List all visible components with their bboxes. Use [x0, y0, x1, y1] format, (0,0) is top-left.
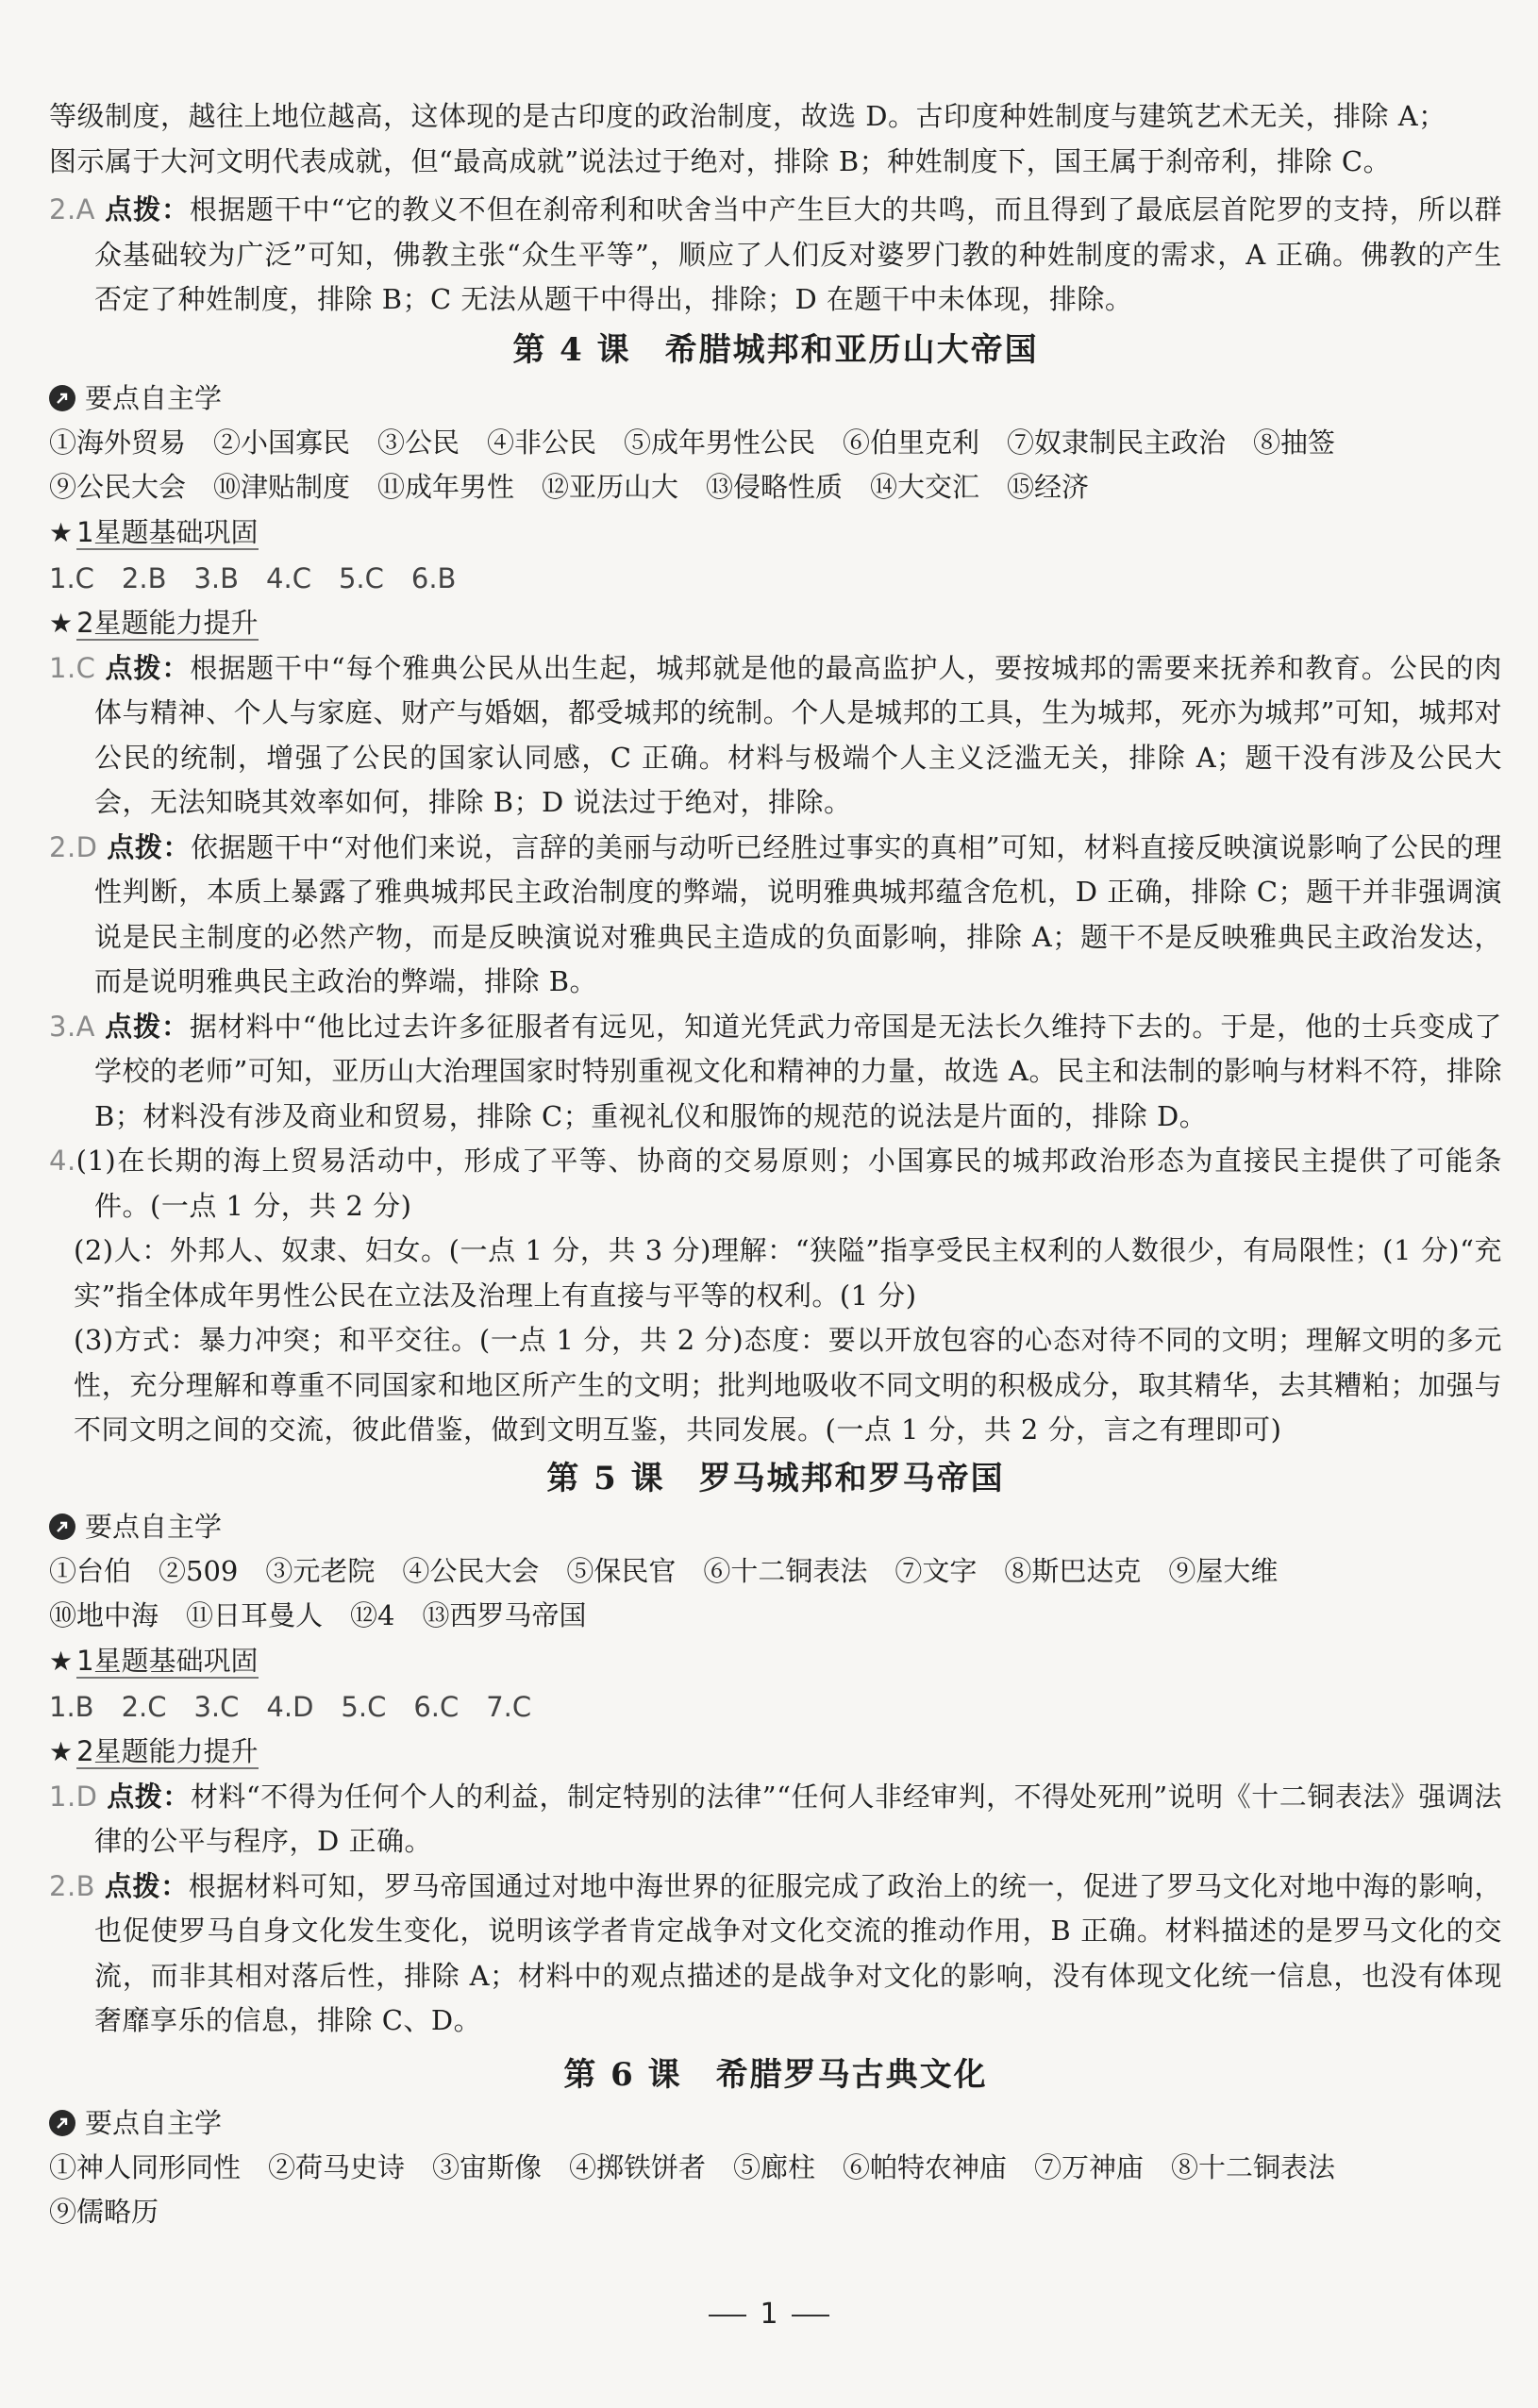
- keypoints-heading-label: 要点自主学: [85, 381, 223, 414]
- lesson-6-title: 第 6 课 希腊罗马古典文化: [563, 2055, 988, 2094]
- answer-text: (1)在长期的海上贸易活动中，形成了平等、协商的交易原则；小国寡民的城邦政治形态为直接民主提供了可能条件。(一点 1 分，共 2 分): [75, 1145, 1502, 1222]
- question-3-answer: [49, 1005, 1502, 1140]
- footer-dash: [709, 2315, 746, 2316]
- keypoints-heading: [49, 2100, 1502, 2146]
- keypoints-line: ⑨公民大会 ⑩津贴制度 ⑪成年男性 ⑫亚历山大 ⑬侵略性质 ⑭大交汇 ⑮经济: [49, 471, 1090, 503]
- arrow-icon: [49, 1513, 75, 1540]
- star1-heading: [49, 1639, 1502, 1684]
- footer-dash: [792, 2315, 829, 2316]
- page-number: 1: [760, 2298, 778, 2331]
- star1-answers: 1.C 2.B 3.B 4.C 5.C 6.B: [49, 561, 457, 594]
- keypoints-line: ①神人同形同性 ②荷马史诗 ③宙斯像 ④掷铁饼者 ⑤廊柱 ⑥帕特农神庙 ⑦万神庙 ⑧十二铜表法: [49, 2150, 1336, 2183]
- star1-heading-label: 1星题基础巩固: [76, 515, 259, 548]
- hint-label: 点拨：: [104, 1869, 189, 1902]
- page-content: [49, 94, 1502, 2235]
- hint-label: 点拨：: [105, 193, 190, 226]
- answer-text: 根据题干中“它的教义不但在刹帝利和吠舍当中产生巨大的共鸣，而且得到了最底层首陀罗的支持，所以群众基础较为广泛”可知，佛教主张“众生平等”，顺应了人们反对婆罗门教的种姓制度的需求，A 正确。佛教的产生否定了种姓制度，排除 B；C 无法从题干中得出，排除；D 在题干中未体现，排除。: [94, 193, 1503, 315]
- question-4-part-3: (3)方式：暴力冲突；和平交往。(一点 1 分，共 2 分)态度：要以开放包容的心态对待不同的文明；理解文明的多元性，充分理解和尊重不同国家和地区所产生的文明；批判地吸收不同文明的积极成分，取其精华，去其糟粕；加强与不同文明之间的交流，彼此借鉴，做到文明互鉴，共同发展。(一点 1 分，共 2 分，言之有理即可): [74, 1324, 1502, 1446]
- question-1-answer: [49, 1775, 1502, 1865]
- star1-heading-label: 1星题基础巩固: [76, 1644, 259, 1677]
- arrow-icon: [49, 385, 75, 411]
- keypoints-heading: [49, 376, 1502, 421]
- lesson-4-title: 第 4 课 希腊城邦和亚历山大帝国: [512, 330, 1039, 369]
- star-icon: ★: [49, 1735, 74, 1767]
- answer-text: 根据题干中“每个雅典公民从出生起，城邦就是他的最高监护人，要按城邦的需要来抚养和教育。公民的肉体与精神、个人与家庭、财产与婚姻，都受城邦的统制。个人是城邦的工具，生为城邦，死亦为城邦”可知，城邦对公民的统制，增强了公民的国家认同感，C 正确。材料与极端个人主义泛滥无关，排除 A；题干没有涉及公民大会，无法知晓其效率如何，排除 B；D 说法过于绝对，排除。: [94, 651, 1502, 818]
- arrow-icon: [49, 2110, 75, 2136]
- answer-text: 据材料中“他比过去许多征服者有远见，知道光凭武力帝国是无法长久维持下去的。于是，他的士兵变成了学校的老师”可知，亚历山大治理国家时特别重视文化和精神的力量，故选 A。民主和法制的影响与材料不符，排除 B；材料没有涉及商业和贸易，排除 C；重视礼仪和服饰的规范的说法是片面的，排除 D。: [94, 1010, 1503, 1132]
- star-icon: ★: [49, 516, 74, 548]
- page-footer: [0, 2298, 1538, 2331]
- star1-answers: 1.B 2.C 3.C 4.D 5.C 6.C 7.C: [49, 1690, 532, 1723]
- keypoints-heading: [49, 1504, 1502, 1549]
- hint-label: 点拨：: [107, 830, 191, 863]
- answer-text: 材料“不得为任何个人的利益，制定特别的法律”“任何人非经审判，不得处死刑”说明《十二铜表法》强调法律的公平与程序，D 正确。: [94, 1780, 1502, 1857]
- keypoints-line: ①海外贸易 ②小国寡民 ③公民 ④非公民 ⑤成年男性公民 ⑥伯里克利 ⑦奴隶制民主政治 ⑧抽签: [49, 426, 1336, 459]
- keypoints-line: ⑨儒略历: [49, 2196, 159, 2228]
- answer-text: 依据题干中“对他们来说，言辞的美丽与动听已经胜过事实的真相”可知，材料直接反映演说影响了公民的理性判断，本质上暴露了雅典城邦民主政治制度的弊端，说明雅典城邦蕴含危机，D 正确，排除 C；题干并非强调演说是民主制度的必然产物，而是反映演说对雅典民主造成的负面影响，排除 A；题干不是反映雅典民主政治发达，而是说明雅典民主政治的弊端，排除 B。: [94, 830, 1502, 997]
- question-number: 4.: [49, 1145, 76, 1177]
- question-4-part-1: [49, 1139, 1502, 1229]
- keypoints-heading-label: 要点自主学: [85, 1510, 223, 1543]
- question-2-answer: [49, 188, 1502, 323]
- question-number: 1.D: [49, 1780, 98, 1813]
- question-number: 2.B: [49, 1869, 96, 1902]
- continuation-line-2: 图示属于大河文明代表成就，但“最高成就”说法过于绝对，排除 B；种姓制度下，国王属于刹帝利，排除 C。: [49, 144, 1392, 177]
- question-number: 3.A: [49, 1010, 96, 1043]
- continuation-line-1: 等级制度，越往上地位越高，这体现的是古印度的政治制度，故选 D。古印度种姓制度与建筑艺术无关，排除 A；: [49, 100, 1446, 132]
- answer-text: 根据材料可知，罗马帝国通过对地中海世界的征服完成了政治上的统一，促进了罗马文化对地中海的影响，也促使罗马自身文化发生变化，说明该学者肯定战争对文化交流的推动作用，B 正确。材料描述的是罗马文化的交流，而非其相对落后性，排除 A；材料中的观点描述的是战争对文化的影响，没有体现文化统一信息，也没有体现奢靡享乐的信息，排除 C、D。: [94, 1869, 1502, 2036]
- keypoints-line: ⑩地中海 ⑪日耳曼人 ⑫4 ⑬西罗马帝国: [49, 1599, 587, 1631]
- question-1-answer: [49, 646, 1502, 826]
- lesson-5-title: 第 5 课 罗马城邦和罗马帝国: [546, 1459, 1005, 1497]
- question-4-part-2: (2)人：外邦人、奴隶、妇女。(一点 1 分，共 3 分)理解：“狭隘”指享受民主权利的人数很少，有局限性；(1 分)“充实”指全体成年男性公民在立法及治理上有直接与平等的权利。(1 分): [74, 1234, 1502, 1312]
- star2-heading-label: 2星题能力提升: [76, 606, 259, 639]
- keypoints-heading-label: 要点自主学: [85, 2106, 223, 2139]
- star1-heading: [49, 510, 1502, 556]
- star2-heading: [49, 601, 1502, 646]
- star2-heading: [49, 1730, 1502, 1775]
- star-icon: ★: [49, 1645, 74, 1677]
- hint-label: 点拨：: [105, 1010, 190, 1043]
- hint-label: 点拨：: [107, 1780, 191, 1813]
- question-2-answer: [49, 826, 1502, 1005]
- star2-heading-label: 2星题能力提升: [76, 1734, 259, 1767]
- keypoints-line: ①台伯 ②509 ③元老院 ④公民大会 ⑤保民官 ⑥十二铜表法 ⑦文字 ⑧斯巴达克 ⑨屋大维: [49, 1554, 1279, 1587]
- question-number: 2.D: [49, 830, 98, 863]
- question-number: 1.C: [49, 651, 96, 684]
- question-2-answer: [49, 1865, 1502, 2044]
- question-number: 2.A: [49, 193, 96, 226]
- star-icon: ★: [49, 607, 74, 639]
- hint-label: 点拨：: [105, 651, 191, 684]
